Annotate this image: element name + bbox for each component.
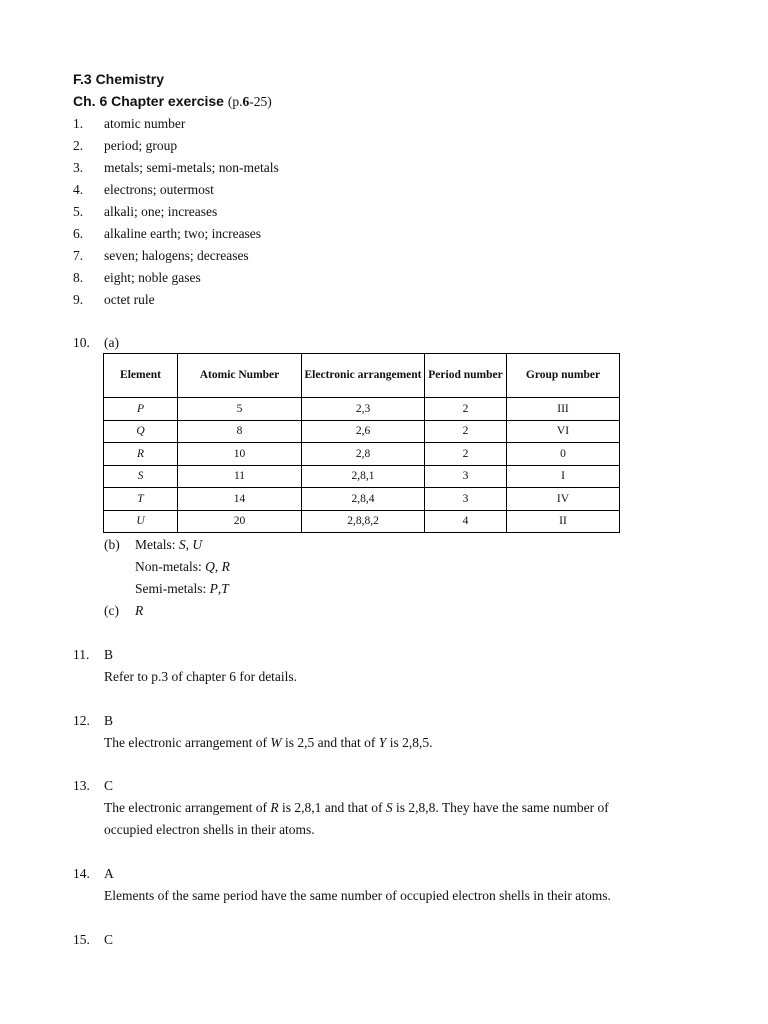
col-period-number: Period number <box>425 354 507 398</box>
col-electronic-arrangement: Electronic arrangement <box>302 354 425 398</box>
q13-explanation-line2: occupied electron shells in their atoms. <box>104 822 315 837</box>
answer-item: 2. period; group <box>73 138 178 153</box>
table-row: U 20 2,8,8,2 4 II <box>104 510 620 533</box>
answer-item: 8. eight; noble gases <box>73 270 201 285</box>
answer-item: 5. alkali; one; increases <box>73 204 218 219</box>
col-group-number: Group number <box>507 354 620 398</box>
table-header-row <box>104 354 620 398</box>
table-row: Q 8 2,6 2 VI <box>104 420 620 443</box>
q11-heading: 11. B <box>73 647 114 662</box>
answer-item: 3. metals; semi-metals; non-metals <box>73 160 279 175</box>
answer-item: 6. alkaline earth; two; increases <box>73 226 262 241</box>
chapter-name: Ch. 6 Chapter exercise <box>73 93 224 109</box>
q11-explanation: Refer to p.3 of chapter 6 for details. <box>104 669 298 684</box>
q14-explanation: Elements of the same period have the same number of occupied electron shells in their atoms. <box>104 888 611 903</box>
table-row: P 5 2,3 2 III <box>104 398 620 421</box>
table-row: S 11 2,8,1 3 I <box>104 465 620 488</box>
q10-part-b: (b) Metals: S, U <box>104 537 203 552</box>
answer-item: 4. electrons; outermost <box>73 182 214 197</box>
q12-explanation: The electronic arrangement of W is 2,5 and that of Y is 2,8,5. <box>104 735 433 750</box>
chapter-title <box>73 93 272 110</box>
course-title: F.3 Chemistry <box>73 71 165 87</box>
answer-item: 1. atomic number <box>73 116 186 131</box>
answer-item: 9. octet rule <box>73 292 155 307</box>
col-atomic-number: Atomic Number <box>178 354 302 398</box>
page-reference: (p.6-25) <box>227 94 272 109</box>
q12-heading: 12. B <box>73 713 114 728</box>
q10-nonmetals: Non-metals: Q, R <box>135 559 230 574</box>
table-row: T 14 2,8,4 3 IV <box>104 488 620 511</box>
q10-semimetals: Semi-metals: P,T <box>135 581 229 596</box>
col-element: Element <box>104 354 178 398</box>
element-table <box>103 353 620 533</box>
q15-heading: 15. C <box>73 932 114 947</box>
q13-heading: 13. C <box>73 778 114 793</box>
table-row: R 10 2,8 2 0 <box>104 443 620 466</box>
q10-part-c: (c) R <box>104 603 144 618</box>
q14-heading: 14. A <box>73 866 114 881</box>
q10-heading: 10. (a) <box>73 335 119 350</box>
q13-explanation: The electronic arrangement of R is 2,8,1 and that of S is 2,8,8. They have the same number of <box>104 800 609 815</box>
answer-item: 7. seven; halogens; decreases <box>73 248 249 263</box>
